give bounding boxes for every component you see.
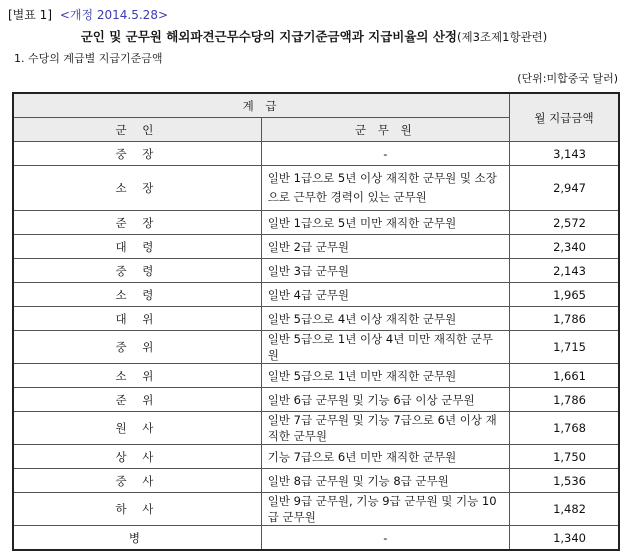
military-rank-cell: 준 위 xyxy=(13,388,261,412)
civilian-rank-cell: 일반 9급 군무원, 기능 9급 군무원 및 기능 10급 군무원 xyxy=(261,493,509,526)
military-rank-cell: 원 사 xyxy=(13,412,261,445)
monthly-amount-cell: 1,536 xyxy=(510,469,620,493)
allowance-table xyxy=(12,92,620,551)
table-row xyxy=(13,469,619,493)
civilian-rank-cell: 일반 8급 군무원 및 기능 8급 군무원 xyxy=(261,469,509,493)
civilian-rank-cell: 일반 5급으로 1년 미만 재직한 군무원 xyxy=(261,364,509,388)
civilian-rank-cell: 일반 5급으로 4년 이상 재직한 군무원 xyxy=(261,307,509,331)
monthly-amount-cell: 1,340 xyxy=(510,526,620,551)
monthly-amount-cell: 1,715 xyxy=(510,331,620,364)
monthly-amount-cell: 1,482 xyxy=(510,493,620,526)
military-rank-cell: 대 령 xyxy=(13,235,261,259)
header-civilian: 군 무 원 xyxy=(261,118,509,142)
civilian-rank-cell: - xyxy=(261,142,509,166)
military-rank-cell: 상 사 xyxy=(13,445,261,469)
table-row xyxy=(13,331,619,364)
civilian-rank-cell: 일반 2급 군무원 xyxy=(261,235,509,259)
civilian-rank-cell: 일반 1급으로 5년 미만 재직한 군무원 xyxy=(261,211,509,235)
document-title xyxy=(0,27,628,45)
table-row xyxy=(13,412,619,445)
military-rank-cell: 중 사 xyxy=(13,469,261,493)
table-row xyxy=(13,307,619,331)
civilian-rank-cell: 기능 7급으로 6년 미만 재직한 군무원 xyxy=(261,445,509,469)
monthly-amount-cell: 2,143 xyxy=(510,259,620,283)
military-rank-cell: 소 령 xyxy=(13,283,261,307)
military-rank-cell: 중 령 xyxy=(13,259,261,283)
unit-note: (단위:미합중국 달러) xyxy=(517,72,618,85)
appendix-label: [별표 1] xyxy=(8,8,52,22)
title-main: 군인 및 군무원 해외파견근무수당의 지급기준금액과 지급비율의 산정 xyxy=(80,29,458,44)
monthly-amount-cell: 1,786 xyxy=(510,307,620,331)
monthly-amount-cell: 2,340 xyxy=(510,235,620,259)
monthly-amount-cell: 1,661 xyxy=(510,364,620,388)
monthly-amount-cell: 3,143 xyxy=(510,142,620,166)
table-row xyxy=(13,211,619,235)
monthly-amount-cell: 1,786 xyxy=(510,388,620,412)
table-row xyxy=(13,493,619,526)
military-rank-cell: 중 위 xyxy=(13,331,261,364)
military-rank-cell: 준 장 xyxy=(13,211,261,235)
monthly-amount-cell: 1,750 xyxy=(510,445,620,469)
table-row xyxy=(13,235,619,259)
table-row xyxy=(13,526,619,551)
civilian-rank-cell: 일반 6급 군무원 및 기능 6급 이상 군무원 xyxy=(261,388,509,412)
monthly-amount-cell: 2,947 xyxy=(510,166,620,211)
civilian-rank-cell: 일반 1급으로 5년 이상 재직한 군무원 및 소장으로 근무한 경력이 있는 군무원 xyxy=(261,166,509,211)
military-rank-cell: 대 위 xyxy=(13,307,261,331)
military-rank-cell: 소 장 xyxy=(13,166,261,211)
civilian-rank-cell: 일반 4급 군무원 xyxy=(261,283,509,307)
monthly-amount-cell: 1,965 xyxy=(510,283,620,307)
table-row xyxy=(13,445,619,469)
amendment-date: <개정 2014.5.28> xyxy=(59,8,169,22)
header-rank: 계 급 xyxy=(13,93,510,118)
table-row xyxy=(13,259,619,283)
appendix-header xyxy=(8,6,168,23)
table-row xyxy=(13,142,619,166)
civilian-rank-cell: 일반 5급으로 1년 이상 4년 미만 재직한 군무원 xyxy=(261,331,509,364)
table-row xyxy=(13,388,619,412)
table-row xyxy=(13,364,619,388)
military-rank-cell: 하 사 xyxy=(13,493,261,526)
civilian-rank-cell: 일반 3급 군무원 xyxy=(261,259,509,283)
military-rank-cell: 중 장 xyxy=(13,142,261,166)
monthly-amount-cell: 1,768 xyxy=(510,412,620,445)
header-military: 군 인 xyxy=(13,118,261,142)
monthly-amount-cell: 2,572 xyxy=(510,211,620,235)
table-row xyxy=(13,166,619,211)
military-rank-cell: 병 xyxy=(13,526,261,551)
header-amount: 월 지급금액 xyxy=(510,93,620,142)
section-subtitle: 1. 수당의 계급별 지급기준금액 xyxy=(14,52,163,65)
civilian-rank-cell: - xyxy=(261,526,509,551)
military-rank-cell: 소 위 xyxy=(13,364,261,388)
table-row xyxy=(13,283,619,307)
title-reference: (제3조제1항관련) xyxy=(457,30,548,44)
civilian-rank-cell: 일반 7급 군무원 및 기능 7급으로 6년 이상 재직한 군무원 xyxy=(261,412,509,445)
